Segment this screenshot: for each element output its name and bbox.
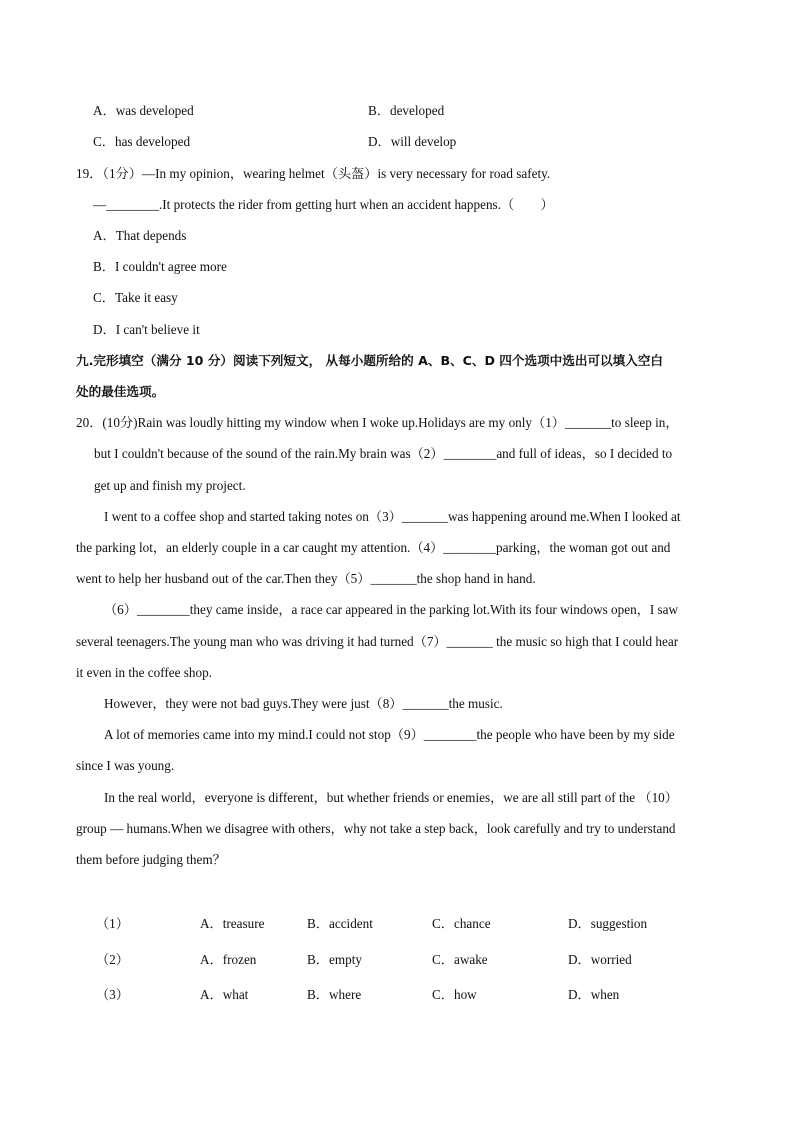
passage-line: group — humans.When we disagree with others，why not take a step back，look carefully and try to understand — [76, 821, 676, 836]
q18-option-d: D．will develop — [368, 134, 457, 149]
choice-option-b: B．accident — [307, 916, 373, 931]
q19-option-a: A．That depends — [93, 228, 187, 243]
choice-option-c: C．chance — [432, 916, 491, 931]
q19-option-b: B．I couldn't agree more — [93, 259, 227, 274]
section-heading-line1: 九.完形填空（满分 10 分）阅读下列短文， 从每小题所给的 A、B、C、D 四个选项中选出可以填入空白 — [76, 353, 664, 368]
choice-option-a: A．what — [200, 987, 249, 1002]
passage-line: went to help her husband out of the car.Then they（5）_______the shop hand in hand. — [76, 571, 536, 586]
passage-line: several teenagers.The young man who was driving it had turned（7）_______ the music so high that I could hear — [76, 634, 679, 649]
q19-stem: 19．（1分）—In my opinion，wearing helmet（头盔）is very necessary for road safety. — [76, 166, 551, 181]
choice-option-b: B．where — [307, 987, 362, 1002]
passage-line: get up and finish my project. — [94, 478, 246, 493]
passage-line: them before judging them？ — [76, 852, 226, 867]
choice-option-c: C．how — [432, 987, 477, 1002]
choice-option-d: D．suggestion — [568, 916, 648, 931]
passage-line: A lot of memories came into my mind.I could not stop（9）________the people who have been by my side — [104, 727, 675, 742]
choice-number: （2） — [96, 952, 129, 967]
q18-option-c: C．has developed — [93, 134, 191, 149]
passage-line: since I was young. — [76, 758, 175, 773]
choice-option-d: D．worried — [568, 952, 632, 967]
passage-line: In the real world，everyone is different，but whether friends or enemies，we are all still part of the （10） — [104, 790, 678, 805]
choice-number: （3） — [96, 987, 129, 1002]
passage-line: but I couldn't because of the sound of the rain.My brain was（2）________and full of ideas，so I decided to — [94, 446, 673, 461]
passage-line: the parking lot，an elderly couple in a car caught my attention.（4）________parking，the woman got out and — [76, 540, 671, 555]
passage-line: However，they were not bad guys.They were just（8）_______the music. — [104, 696, 503, 711]
choice-option-a: A．treasure — [200, 916, 265, 931]
choice-option-c: C．awake — [432, 952, 488, 967]
q18-option-a: A．was developed — [93, 103, 194, 118]
choice-option-b: B．empty — [307, 952, 362, 967]
choice-option-d: D．when — [568, 987, 620, 1002]
q19-line2: —________.It protects the rider from getting hurt when an accident happens.（ ） — [93, 197, 554, 212]
choice-number: （1） — [96, 916, 129, 931]
passage-line: （6）________they came inside，a race car appeared in the parking lot.With its four windows open，I saw — [104, 602, 679, 617]
passage-line: I went to a coffee shop and started taking notes on（3）_______was happening around me.When I looked at — [104, 509, 681, 524]
q19-option-c: C．Take it easy — [93, 290, 178, 305]
choice-option-a: A．frozen — [200, 952, 257, 967]
passage-line: it even in the coffee shop. — [76, 665, 212, 680]
q19-option-d: D．I can't believe it — [93, 322, 200, 337]
q18-option-b: B．developed — [368, 103, 445, 118]
section-heading-line2: 处的最佳选项。 — [76, 384, 165, 399]
passage-line: 20．(10分)Rain was loudly hitting my window when I woke up.Holidays are my only（1）_______to sleep in， — [76, 415, 679, 430]
